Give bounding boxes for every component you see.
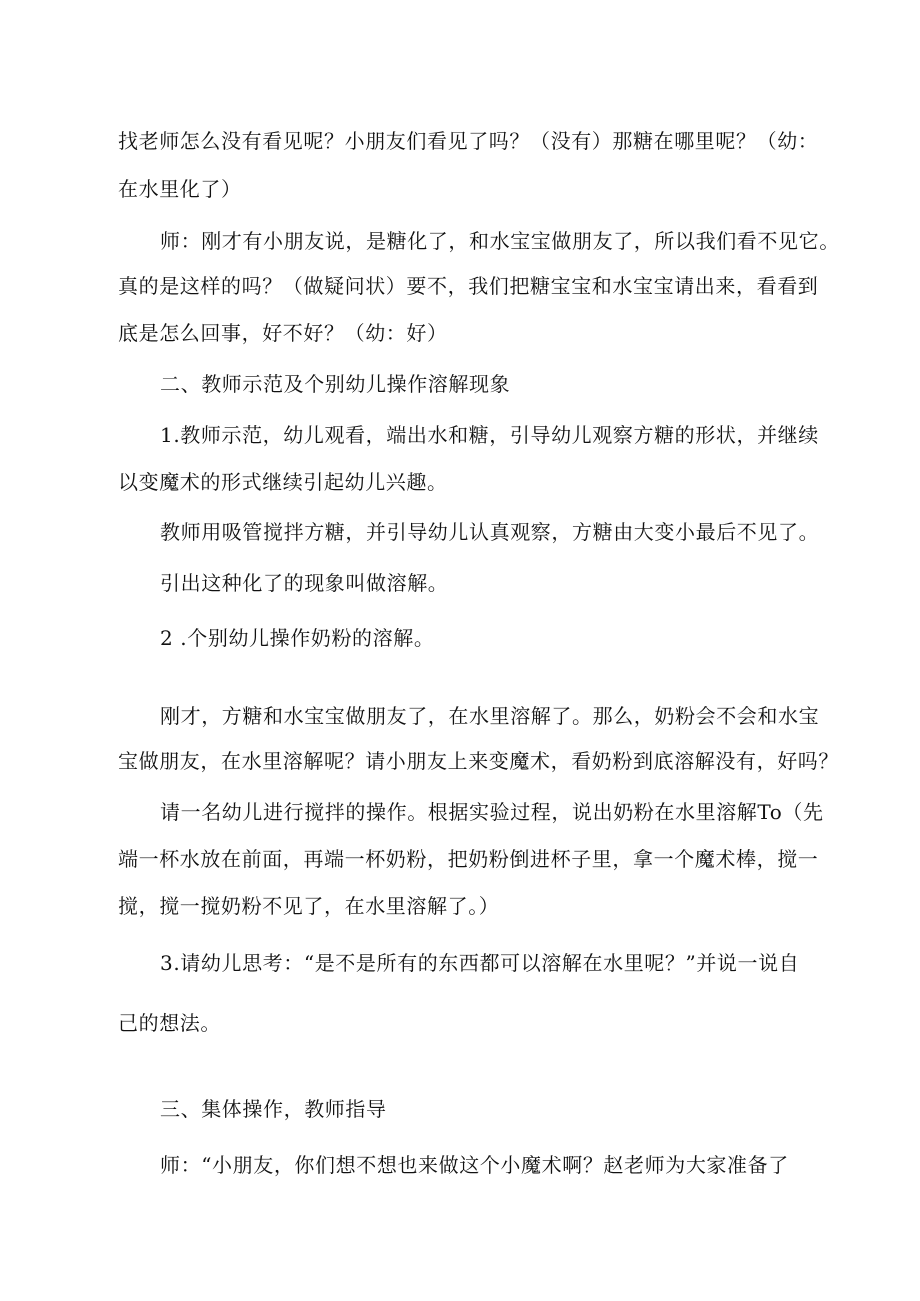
text-line: 在水里化了） (118, 177, 242, 201)
text-line: 引出这种化了的现象叫做溶解。 (160, 571, 449, 595)
text-line: 教师用吸管搅拌方糖，并引导幼儿认真观察，方糖由大变小最后不见了。 (160, 520, 820, 544)
text-line: 师：刚才有小朋友说，是糖化了，和水宝宝做朋友了，所以我们看不见它。 (160, 229, 840, 253)
text-line: 己的想法。 (118, 1011, 221, 1035)
text-line: 请一名幼儿进行搅拌的操作。根据实验过程，说出奶粉在水里溶解To（先 (160, 800, 824, 824)
text-line: 搅，搅一搅奶粉不见了，在水里溶解了。） (118, 894, 500, 918)
text-line: 2 .个别幼儿操作奶粉的溶解。 (160, 626, 435, 650)
section-heading: 三、集体操作，教师指导 (160, 1097, 387, 1121)
text-line: 真的是这样的吗？（做疑问状）要不，我们把糖宝宝和水宝宝请出来，看看到 (118, 274, 819, 298)
text-line: 1.教师示范，幼儿观看，端出水和糖，引导幼儿观察方糖的形状，并继续 (160, 423, 819, 447)
text-line: 以变魔术的形式继续引起幼儿兴趣。 (118, 470, 448, 494)
text-line: 端一杯水放在前面，再端一杯奶粉，把奶粉倒进杯子里，拿一个魔术棒，搅一 (118, 847, 819, 871)
text-line: 宝做朋友，在水里溶解呢？请小朋友上来变魔术，看奶粉到底溶解没有，好吗？ (118, 749, 839, 773)
text-line: 找老师怎么没有看见呢？小朋友们看见了吗？（没有）那糖在哪里呢？（幼： (118, 129, 819, 153)
text-line: 3.请幼儿思考：“是不是所有的东西都可以溶解在水里呢？”并说一说自 (160, 951, 800, 975)
text-line: 师：“小朋友，你们想不想也来做这个小魔术啊？赵老师为大家准备了 (160, 1153, 789, 1177)
section-heading: 二、教师示范及个别幼儿操作溶解现象 (160, 372, 511, 396)
text-line: 底是怎么回事，好不好？（幼：好） (118, 321, 448, 345)
text-line: 刚才，方糖和水宝宝做朋友了，在水里溶解了。那么，奶粉会不会和水宝 (160, 704, 820, 728)
